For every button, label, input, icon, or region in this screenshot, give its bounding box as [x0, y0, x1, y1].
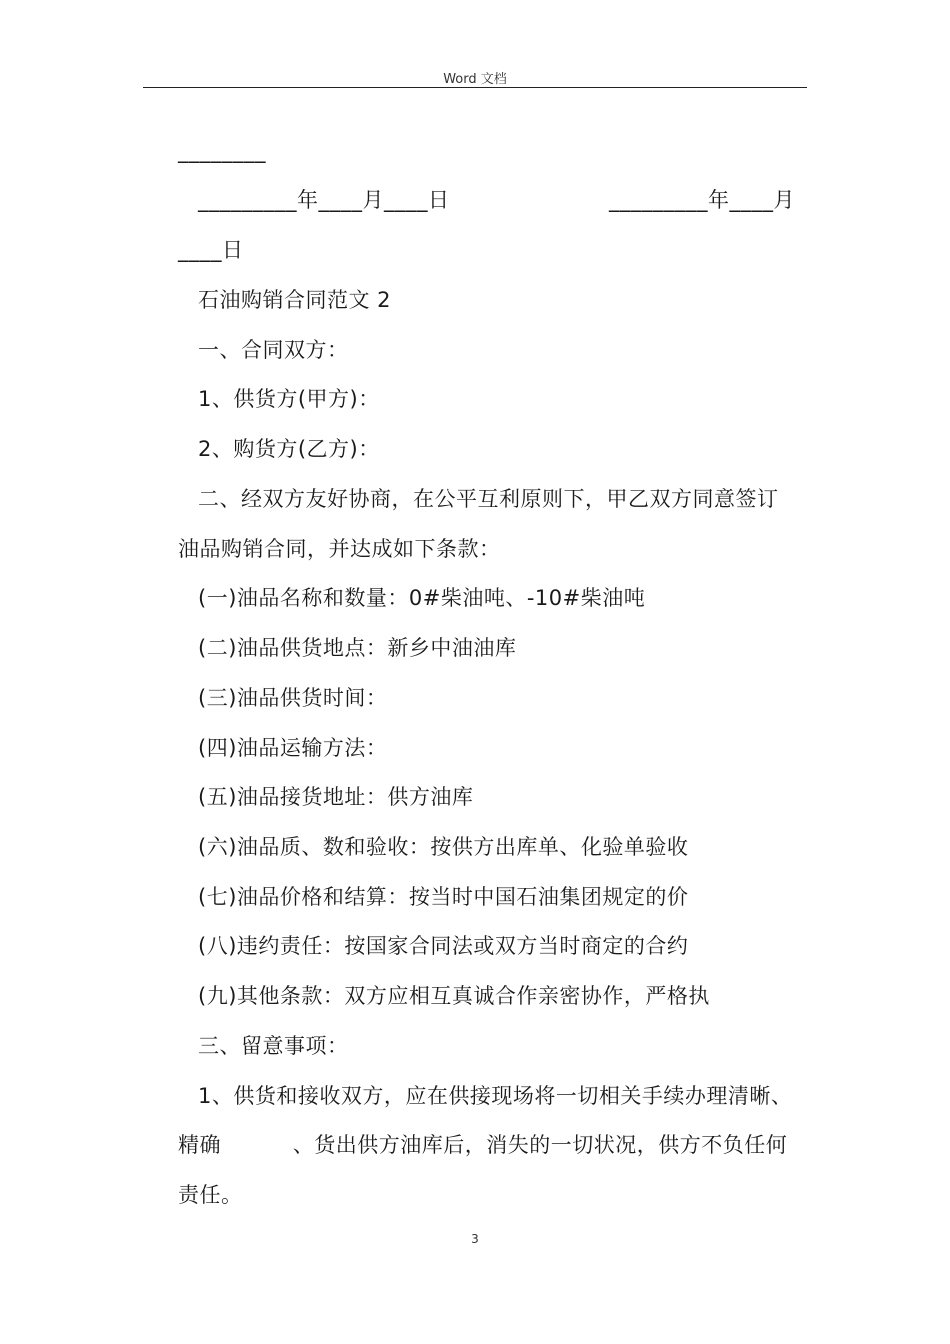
page-header-title: Word 文档 [443, 72, 507, 87]
date-line-left: _________年____月____日 [198, 188, 450, 212]
paragraph: (三)油品供货时间： [198, 686, 388, 710]
paragraph: 1、供货和接收双方，应在供接现场将一切相关手续办理清晰、 [198, 1084, 793, 1108]
signature-line: ________ [178, 139, 266, 163]
paragraph: 三、留意事项： [198, 1034, 349, 1058]
paragraph: (七)油品价格和结算：按当时中国石油集团规定的价 [198, 885, 689, 909]
paragraph: 精确 、货出供方油库后，消失的一切状况，供方不负任何 [178, 1133, 788, 1157]
paragraph: (四)油品运输方法： [198, 736, 388, 760]
paragraph: 1、供货方(甲方)： [198, 387, 380, 411]
paragraph: 责任。 [178, 1183, 243, 1207]
paragraph: 2、购货方(乙方)： [198, 437, 380, 461]
header-divider [143, 87, 807, 88]
paragraph: 二、经双方友好协商，在公平互利原则下，甲乙双方同意签订 [198, 487, 779, 511]
paragraph: (六)油品质、数和验收：按供方出库单、化验单验收 [198, 835, 689, 859]
paragraph: (八)违约责任：按国家合同法或双方当时商定的合约 [198, 934, 689, 958]
section-title: 石油购销合同范文 2 [198, 288, 392, 312]
paragraph: (九)其他条款：双方应相互真诚合作亲密协作，严格执 [198, 984, 710, 1008]
date-line-right: _________年____月 [609, 188, 795, 212]
paragraph: (二)油品供货地点：新乡中油油库 [198, 636, 517, 660]
page-number: 3 [471, 1232, 479, 1246]
paragraph: 一、合同双方： [198, 338, 349, 362]
date-line-right-cont: ____日 [178, 238, 244, 262]
paragraph: 油品购销合同，并达成如下条款： [178, 537, 501, 561]
paragraph: (五)油品接货地址：供方油库 [198, 785, 474, 809]
paragraph: (一)油品名称和数量：0#柴油吨、-10#柴油吨 [198, 586, 646, 610]
